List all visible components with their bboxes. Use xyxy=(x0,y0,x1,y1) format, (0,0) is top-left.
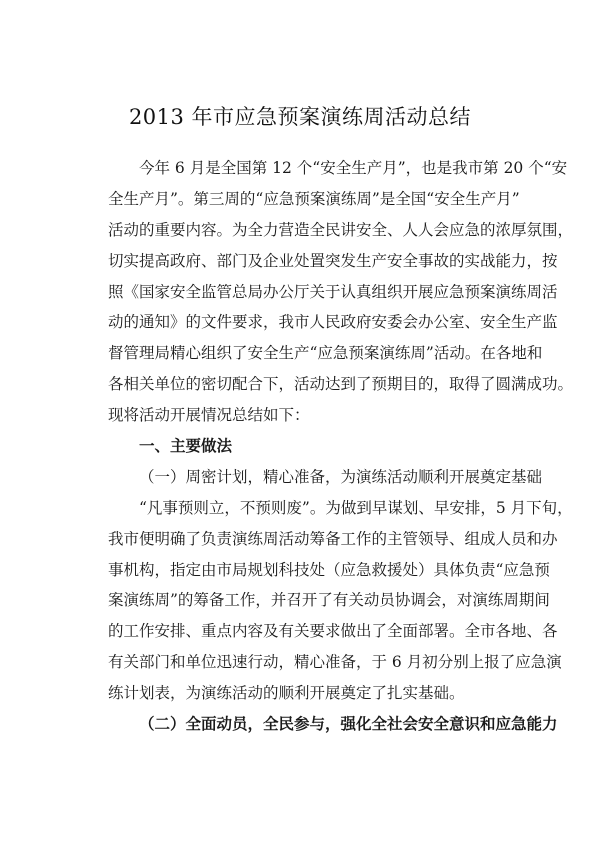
intro-line: 今年 6 月是全国第 12 个“安全生产月”，也是我市第 20 个“安 xyxy=(139,159,568,177)
paragraph-line: 练计划表，为演练活动的顺利开展奠定了扎实基础。 xyxy=(108,684,465,703)
section-heading: 一、主要做法 xyxy=(139,437,233,456)
document-body xyxy=(108,153,574,740)
paragraph-line: “凡事预则立，不预则废”。为做到早谋划、早安排，5 月下旬， xyxy=(139,498,573,517)
intro-line: 切实提高政府、部门及企业处置突发生产安全事故的实战能力，按 xyxy=(108,251,558,270)
paragraph-line: 我市便明确了负责演练周活动筹备工作的主管领导、组成人员和办 xyxy=(108,529,558,548)
intro-line: 各相关单位的密切配合下，活动达到了预期目的，取得了圆满成功。 xyxy=(108,375,574,394)
intro-line: 动的通知》的文件要求，我市人民政府安委会办公室、安全生产监 xyxy=(108,313,558,332)
subsection-heading: （一）周密计划，精心准备，为演练活动顺利开展奠定基础 xyxy=(139,467,543,486)
intro-line: 现将活动开展情况总结如下： xyxy=(108,406,310,425)
intro-line: 活动的重要内容。为全力营造全民讲安全、人人会应急的浓厚氛围， xyxy=(108,220,574,239)
paragraph-line: 事机构，指定由市局规划科技处（应急救援处）具体负责“应急预 xyxy=(108,560,550,579)
paragraph-line: 有关部门和单位迅速行动，精心准备，于 6 月初分别上报了应急演 xyxy=(108,653,562,672)
paragraph-line: 的工作安排、重点内容及有关要求做出了全面部署。全市各地、各 xyxy=(108,622,558,641)
paragraph-line: 案演练周”的筹备工作，并召开了有关动员协调会，对演练周期间 xyxy=(108,591,550,610)
subsection-heading: （二）全面动员，全民参与，强化全社会安全意识和应急能力 xyxy=(139,715,558,734)
intro-line: 全生产月”。第三周的“应急预案演练周”是全国“安全生产月” xyxy=(108,189,520,208)
intro-line: 照《国家安全监管总局办公厅关于认真组织开展应急预案演练周活 xyxy=(108,282,558,301)
document-title: 2013 年市应急预案演练周活动总结 xyxy=(128,105,472,129)
intro-line: 督管理局精心组织了安全生产“应急预案演练周”活动。在各地和 xyxy=(108,344,543,363)
